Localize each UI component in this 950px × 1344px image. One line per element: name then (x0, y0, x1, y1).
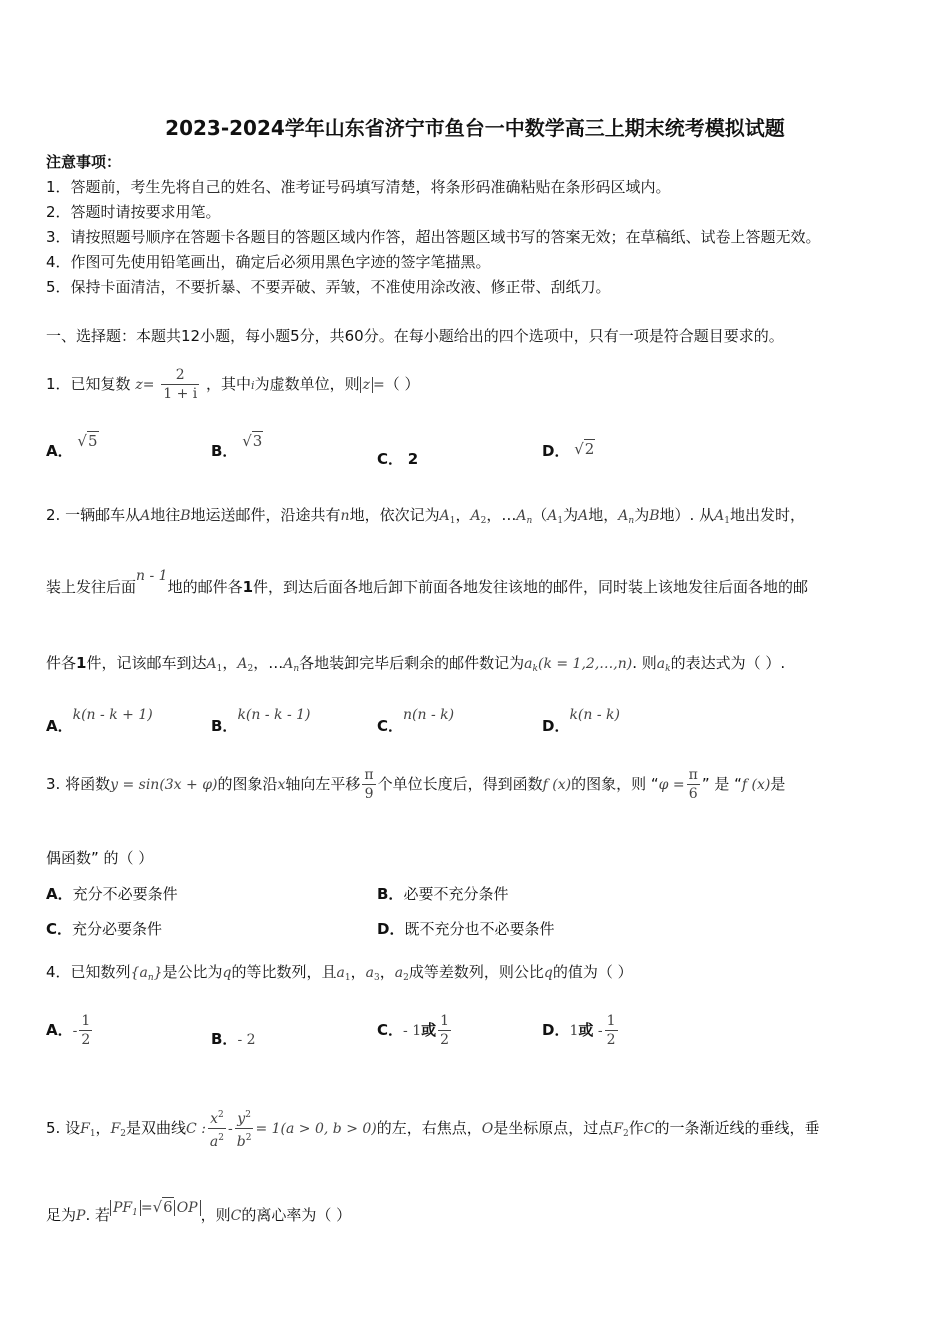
q1-option-c[interactable]: C． 2 (377, 450, 419, 468)
question-5-line-1: 5. 设$F_1$，$F_2$是双曲线C : $\frac{x^2}{a^2}$ - $\frac{y^2}{b^2}$ = 1(a > 0, b > 0)的左，右焦点，O是坐标原点，过点$F_2$作C的一条渐近线的垂线，垂 (46, 1100, 819, 1162)
notice-item-4: 4．作图可先使用铅笔画出，确定后必须用黑色字迹的签字笔描黑。 (46, 253, 491, 271)
fraction: $\frac{x^2}{a^2}$ (208, 1106, 226, 1151)
question-4-stem: 4．已知数列$\{a_n\}$是公比为q的等比数列，且$a_1$，$a_3$，$a_2$成等差数列，则公比q的值为（ ） (46, 963, 633, 983)
question-5-line-2: 足为P. 若 $PF_1 =√6$ OP ，则C的离心率为（ ） (46, 1198, 352, 1224)
q3-option-d[interactable]: D．既不充分也不必要条件 (377, 920, 555, 938)
q2-option-b[interactable]: B．k(n - k - 1) (211, 707, 311, 735)
q1-option-a[interactable]: A． √5 (46, 432, 98, 460)
notice-item-5: 5．保持卡面清洁，不要折暴、不要弄破、弄皱，不准使用涂改液、修正带、刮纸刀。 (46, 278, 611, 296)
q4-option-b[interactable]: B．- 2 (211, 1030, 256, 1048)
fraction: $\frac{\pi}{6}$ (688, 767, 698, 802)
question-2-line-2: 装上发往后面n - 1地的邮件各1件，到达后面各地后卸下前面各地发往该地的邮件，同时装上该地发往后面各地的邮 (46, 568, 809, 596)
q2-option-a[interactable]: A．k(n - k + 1) (46, 707, 153, 735)
page-title: 2023-2024学年山东省济宁市鱼台一中数学高三上期末统考模拟试题 (165, 116, 785, 140)
question-2-line-3: 件各1件，记该邮车到达$A_1$，$A_2$，$\dots A_n$各地装卸完毕后剩余的邮件数记为$a_k(k$ = 1,2,…,n). 则$a_k$的表达式为（ ）. (46, 654, 786, 674)
fraction: $\frac{\pi}{9}$ (364, 767, 374, 802)
q4-option-d[interactable]: D．1或 - $\frac{1}{2}$ (542, 1013, 616, 1048)
notice-heading: 注意事项： (46, 153, 122, 171)
fraction: $\frac{1}{2}$ (81, 1013, 91, 1048)
q2-option-d[interactable]: D．k(n - k) (542, 707, 620, 735)
section-heading: 一、选择题：本题共12小题，每小题5分，共60分。在每小题给出的四个选项中，只有一项是符合题目要求的。 (46, 327, 784, 345)
q4-option-c[interactable]: C．- 1或 $\frac{1}{2}$ (377, 1013, 450, 1048)
q3-option-c[interactable]: C．充分必要条件 (46, 920, 163, 938)
question-3-line-1: 3. 将函数y = sin(3x + φ)的图象沿x轴向左平移 $\frac{\pi}{9}$ 个单位长度后，得到函数f (x)的图象，则 “φ = $\frac{\pi}{6}$ ” 是 “f (x)是 (46, 767, 786, 802)
q1-option-b[interactable]: B． √3 (211, 432, 263, 460)
fraction: $\frac{1}{2}$ (606, 1013, 616, 1048)
notice-item-3: 3．请按照题号顺序在答题卡各题目的答题区域内作答，超出答题区域书写的答案无效；在草稿纸、试卷上答题无效。 (46, 228, 821, 246)
q2-option-c[interactable]: C．n(n - k) (377, 707, 455, 735)
notice-item-1: 1．答题前，考生先将自己的姓名、准考证号码填写清楚，将条形码准确粘贴在条形码区域内。 (46, 178, 671, 196)
q3-option-b[interactable]: B．必要不充分条件 (377, 885, 509, 903)
fraction: $\frac{1}{2}$ (440, 1013, 450, 1048)
question-3-line-2: 偶函数” 的（ ） (46, 849, 154, 867)
notice-item-2: 2．答题时请按要求用笔。 (46, 203, 221, 221)
question-2-line-1: 2. 一辆邮车从A地往B地运送邮件，沿途共有n地，依次记为$A_1$，$A_2$，$\dots A_n(A_1$为A地，$A_n$为B地）. 从$A_1$地出发时， (46, 506, 805, 526)
q4-option-a[interactable]: A．- $\frac{1}{2}$ (46, 1013, 91, 1048)
q1-option-d[interactable]: D． √2 (542, 440, 595, 460)
question-1-stem: 1．已知复数 z= $\frac{2}{1 + i}$ ，其中i为虚数单位，则 z =（ ） (46, 367, 420, 402)
q3-option-a[interactable]: A．充分不必要条件 (46, 885, 178, 903)
fraction: $\frac{2}{1 + i}$ (163, 367, 198, 402)
fraction: $\frac{y^2}{b^2}$ (235, 1106, 254, 1151)
